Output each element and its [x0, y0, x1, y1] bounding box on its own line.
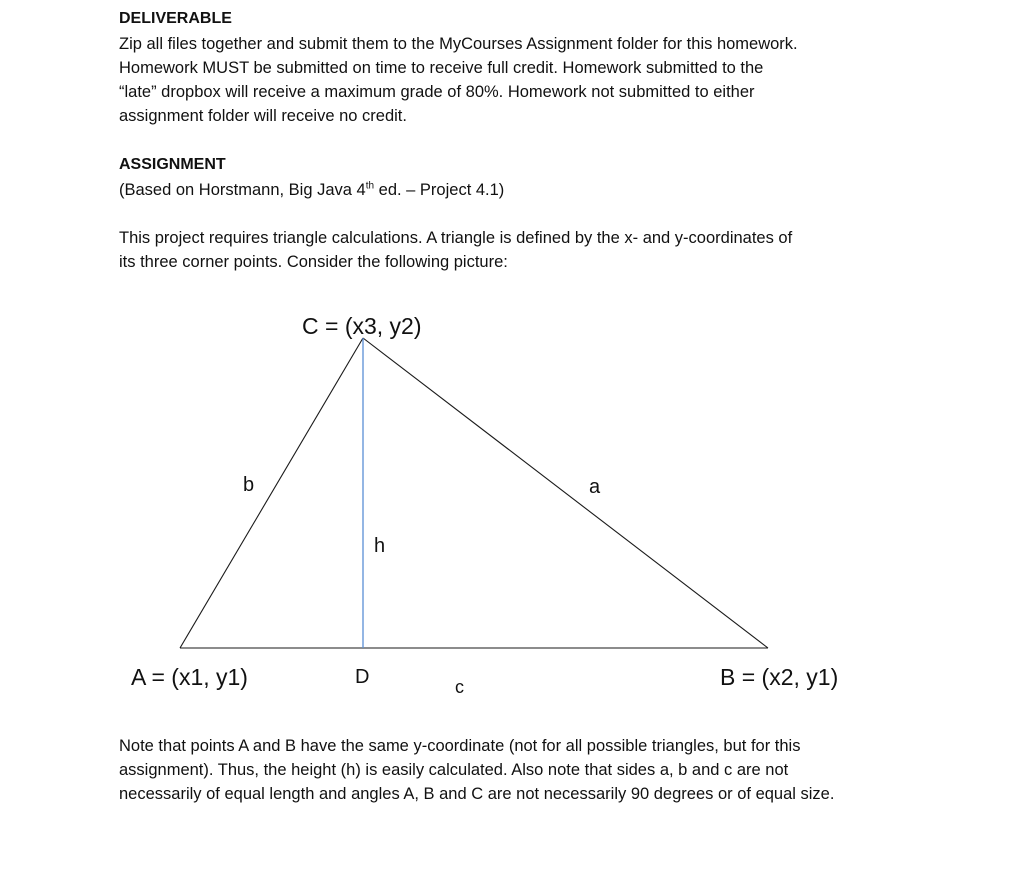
label-side-c: c — [455, 677, 464, 697]
label-side-b: b — [243, 474, 255, 496]
label-point-b: B = (x2, y1) — [720, 664, 839, 690]
assignment-heading: ASSIGNMENT — [119, 156, 226, 173]
deliverable-line: assignment folder will receive no credit. — [119, 107, 407, 125]
source-superscript: th — [365, 180, 375, 192]
deliverable-heading: DELIVERABLE — [119, 10, 232, 27]
note-line: assignment). Thus, the height (h) is easily calculated. Also note that sides a, b and c are not — [119, 761, 789, 779]
source-prefix: (Based on Horstmann, Big Java 4 — [119, 181, 366, 199]
label-height: h — [374, 535, 386, 557]
intro-line: This project requires triangle calculations. A triangle is defined by the x- and y-coordinates of — [119, 229, 793, 247]
deliverable-line: Homework MUST be submitted on time to receive full credit. Homework submitted to the — [119, 59, 764, 77]
deliverable-line: Zip all files together and submit them to the MyCourses Assignment folder for this homework. — [119, 35, 798, 53]
deliverable-line: “late” dropbox will receive a maximum grade of 80%. Homework not submitted to either — [119, 83, 755, 101]
label-side-a: a — [589, 476, 601, 498]
note-line: Note that points A and B have the same y-coordinate (not for all possible triangles, but for this — [119, 737, 801, 755]
note-paragraph — [119, 734, 919, 806]
triangle-side-a — [363, 338, 768, 648]
label-point-a: A = (x1, y1) — [131, 664, 248, 690]
source-suffix: ed. – Project 4.1) — [374, 181, 505, 199]
label-point-d: D — [355, 666, 370, 688]
intro-line: its three corner points. Consider the following picture: — [119, 253, 508, 271]
note-line: necessarily of equal length and angles A, B and C are not necessarily 90 degrees or of equal size. — [119, 785, 835, 803]
triangle-side-b — [180, 338, 363, 648]
label-point-c: C = (x3, y2) — [302, 313, 422, 339]
